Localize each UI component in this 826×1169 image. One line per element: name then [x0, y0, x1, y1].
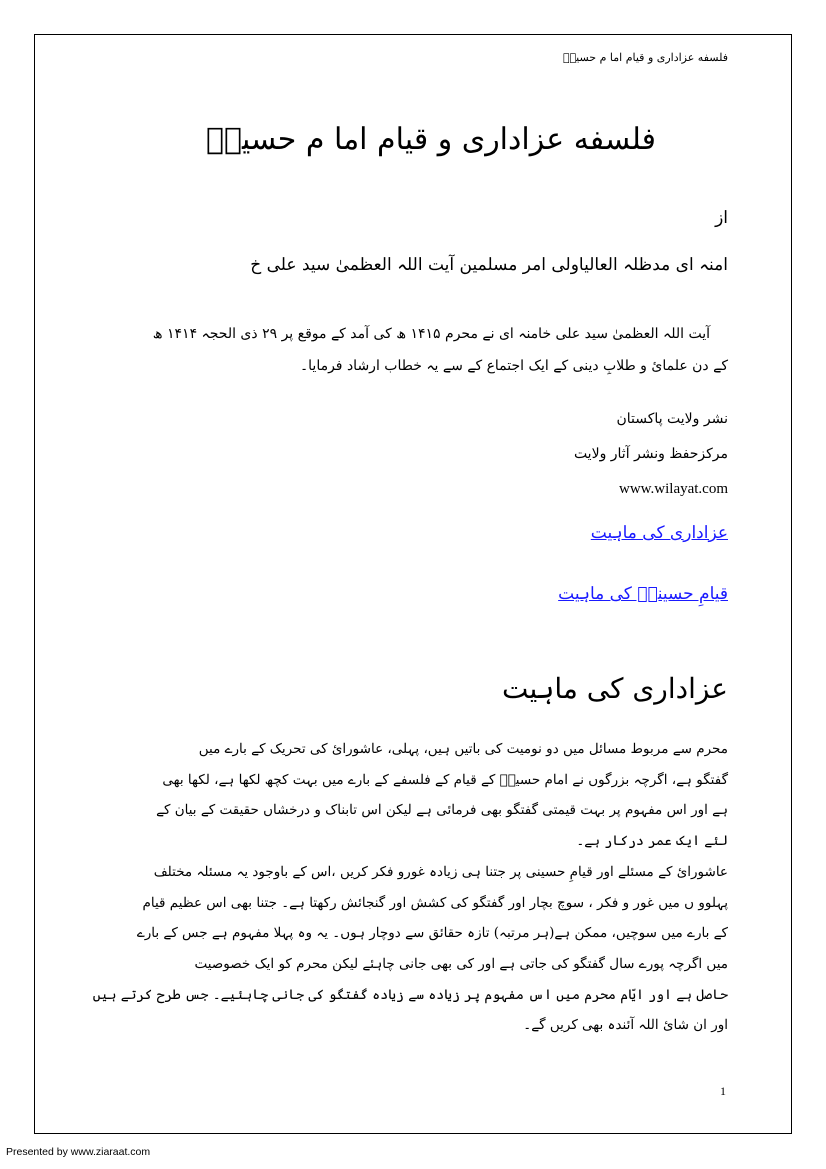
body-line: میں اگرچہ پورے سال گفتگو کی جاتی ہے اور کی بھی جانی چاہئے لیکن محرم کو ایک خصوصیت [194, 955, 728, 972]
page-number: 1 [720, 1084, 726, 1098]
intro-line: آیت اللہ العظمیٰ سید علی خامنہ ای نے محرم ۱۴۱۵ ھ کی آمد کے موقع پر ۲۹ ذی الحجہ ۱۴۱۴ ھ [152, 326, 710, 342]
body-line: اور ان شائ اللہ آئندہ بھی کریں گے۔ [523, 1017, 728, 1034]
document-title: فلسفه عزاداری و قیام اما م حسینؑ [205, 122, 656, 157]
body-line: لئے ایک عمر درکار ہے۔ [576, 833, 728, 850]
body-line: حاصل ہے اور ایّام محرم میں اس مفہوم پر زیادہ سے زیادہ گفتگو کی جانی چاہئیے۔ جس طرح کرتے ہیں [92, 986, 728, 1003]
footer-credit: Presented by www.ziaraat.com [6, 1146, 151, 1158]
publisher-center: مرکزحفظ ونشر آثار ولایت [573, 446, 728, 462]
body-line: گفتگو ہے، اگرچہ بزرگوں نے امام حسینؑ کے قیام کے فلسفے کے بارے میں بہت کچھ لکھا ہے، لکھا بھی [162, 771, 728, 788]
section-heading: عزاداری کی ماہیت [502, 672, 728, 705]
body-line: کے بارے میں سوچیں، ممکن ہے(ہر مرتبہ) تازہ حقائق سے دوچار ہوں۔ یہ وہ پہلا مفہوم ہے جس کے بارے [136, 925, 728, 942]
body-line: پہلوو ں میں غور و فکر ، سوچ بچار اور گفتگو کی کشش اور گنجائش رکھتا ہے۔ جتنا بھی اس عظیم قیام [142, 894, 728, 911]
intro-paragraph [98, 318, 728, 382]
by-label: از [715, 208, 728, 228]
publisher-name: نشر ولایت پاکستان [616, 411, 728, 427]
intro-line: کے دن علمائ و طلابِ دینی کے ایک اجتماع کے سے یہ خطاب ارشاد فرمایا۔ [299, 358, 728, 374]
toc-link-azadari[interactable]: عزاداری کی ماہیت [590, 523, 728, 543]
toc-link-qiyam[interactable]: قیامِ حسینیؑ کی ماہیت [558, 584, 728, 604]
body-line: ہے اور اس مفہوم پر بہت قیمتی گفتگو بھی فرمائی ہے لیکن اس تابناک و درخشاں حقیقت کے بیان کے [156, 802, 728, 819]
author-line: امنہ ای مدظلہ العالیاولی امر مسلمین آیت اللہ العظمیٰ سید علی خ [250, 255, 728, 275]
publisher-url: www.wilayat.com [619, 481, 728, 497]
running-header: فلسفه عزاداری و قیام اما م حسینؑ [562, 51, 728, 64]
body-line: عاشورائ کے مسئلے اور قیامِ حسینی پر جتنا ہی زیادہ غورو فکر کریں ،اس کے باوجود یہ مسئلہ مختلف [153, 863, 728, 880]
body-text [92, 734, 728, 1041]
publisher-block [574, 402, 728, 507]
body-line: محرم سے مربوط مسائل میں دو نومیت کی باتیں ہیں، پہلی، عاشورائ کی تحریک کے بارے میں [198, 741, 728, 757]
